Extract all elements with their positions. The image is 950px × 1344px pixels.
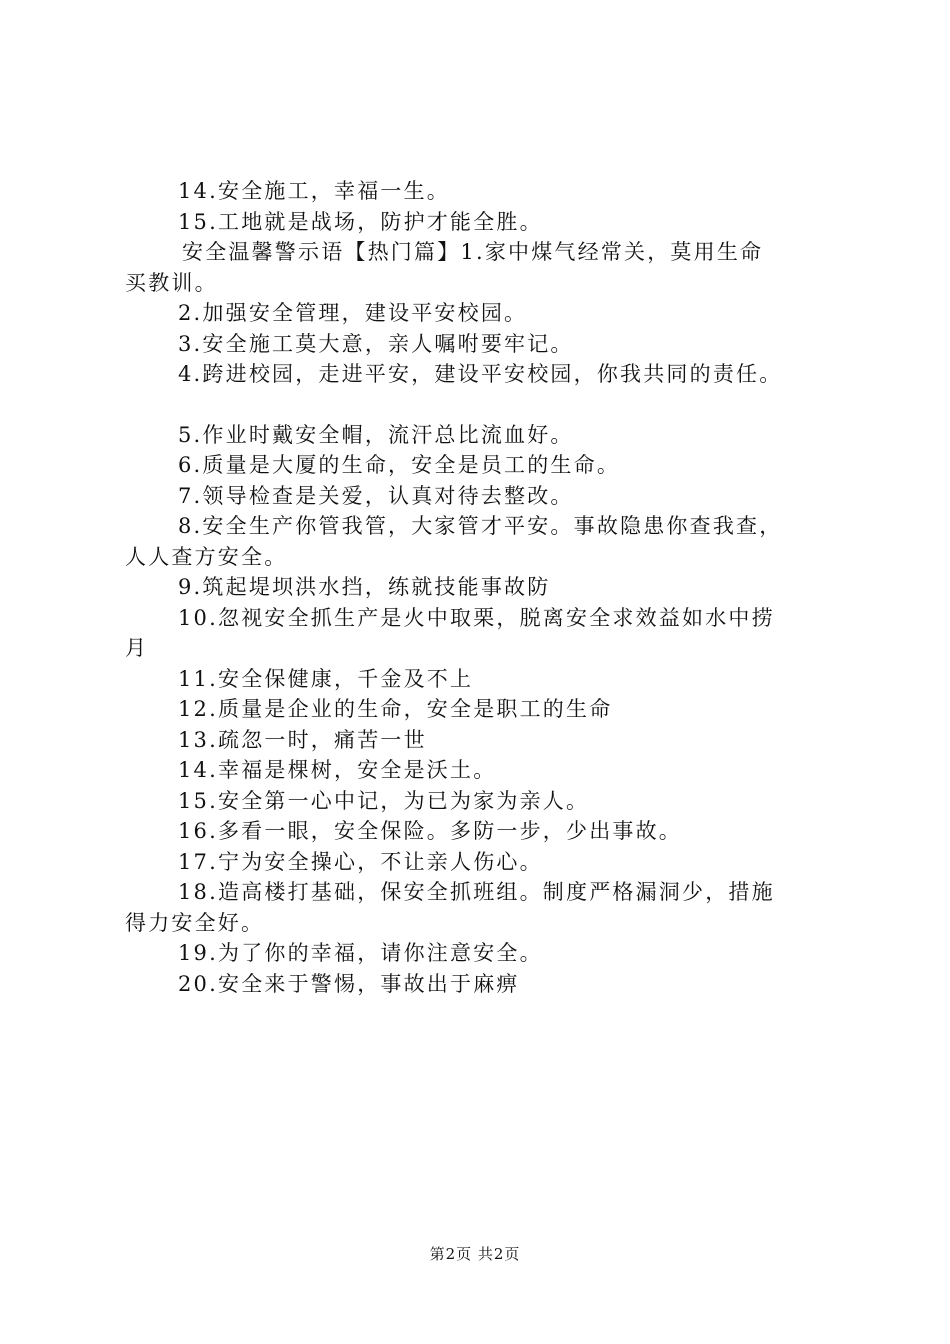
text-line: 16.多看一眼，安全保险。多防一步，少出事故。	[178, 819, 682, 843]
text-line: 15.安全第一心中记，为已为家为亲人。	[178, 788, 590, 813]
text-line: 2.加强安全管理，建设平安校园。	[178, 301, 528, 325]
text-line: 17.宁为安全操心，不让亲人伤心。	[178, 849, 543, 874]
text-line: 11.安全保健康，千金及不上	[178, 666, 474, 691]
blank-line	[125, 390, 845, 420]
text-line: 安全温馨警示语【热门篇】1.家中煤气经常关，莫用生命	[182, 240, 764, 264]
page-number-footer: 第2页 共2页	[429, 1245, 521, 1263]
text-line: 5.作业时戴安全帽，流汗总比流血好。	[178, 422, 574, 447]
text-line: 3.安全施工莫大意，亲人嘱咐要牢记。	[178, 331, 574, 356]
text-line: 人人查方安全。	[125, 544, 288, 569]
text-line: 14.安全施工，幸福一生。	[178, 179, 450, 203]
text-line: 月	[125, 636, 149, 660]
document-body	[125, 176, 845, 999]
text-line: 6.质量是大厦的生命，安全是员工的生命。	[178, 453, 621, 477]
text-line: 7.领导检查是关爱，认真对待去整改。	[178, 483, 574, 508]
text-line: 8.安全生产你管我管，大家管才平安。事故隐患你查我查，	[178, 514, 783, 538]
text-line: 20.安全来于警惕，事故出于麻痹	[178, 971, 520, 996]
text-line: 12.质量是企业的生命，安全是职工的生命	[178, 697, 613, 721]
text-line: 15.工地就是战场，防护才能全胜。	[178, 209, 543, 234]
text-line: 19.为了你的幸福，请你注意安全。	[178, 941, 543, 965]
text-line: 买教训。	[125, 270, 218, 295]
text-line: 18.造高楼打基础，保安全抓班组。制度严格漏洞少，措施	[178, 880, 775, 904]
text-line: 13.疏忽一时，痛苦一世	[178, 727, 427, 752]
text-line: 4.跨进校园，走进平安，建设平安校园，你我共同的责任。	[178, 362, 783, 386]
text-line: 14.幸福是棵树，安全是沃土。	[178, 758, 497, 782]
text-line: 得力安全好。	[125, 910, 265, 935]
text-line: 9.筑起堤坝洪水挡，练就技能事故防	[178, 575, 551, 599]
text-line: 10.忽视安全抓生产是火中取栗，脱离安全求效益如水中捞	[178, 605, 775, 630]
